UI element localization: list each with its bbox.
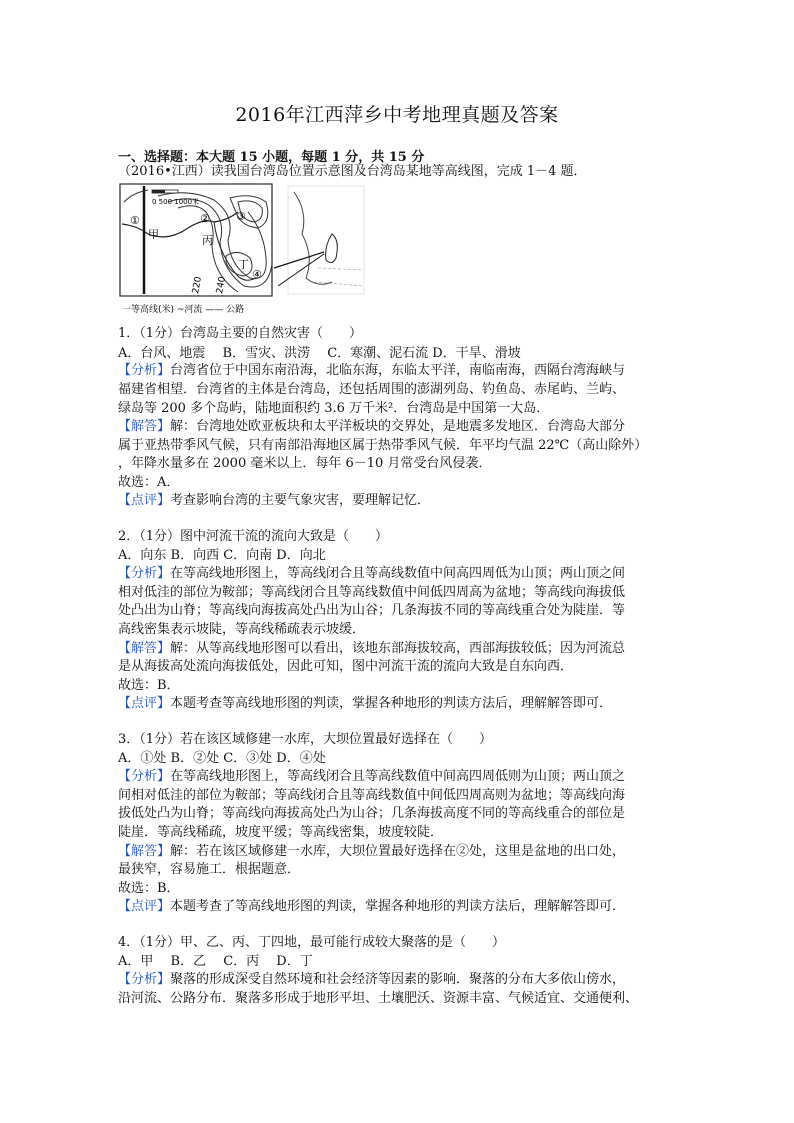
q1-options: A．台风、地震 B．雪灾、洪涝 C．寒潮、泥石流 D．干旱、滑坡: [118, 346, 521, 361]
q3-analysis-line-2: 间相对低洼的部位为鞍部；等高线闭合且等高线数值中间低四周高则为盆地；等高线向海: [118, 788, 626, 803]
q4-analysis-line-2: 沿河流、公路分布．聚落多形成于地形平坦、土壤肥沃、资源丰富、气候适宜、交通便利、: [118, 991, 639, 1006]
q1-answer-line-2: 属于亚热带季风气候，只有南部沿海地区属于热带季风气候．年平均气温 22℃（高山除外）: [118, 438, 648, 453]
q4-analysis-line-1: [118, 972, 625, 988]
map-label-240: 240: [215, 275, 228, 295]
q2-analysis-line-2: 相对低洼的部位为鞍部；等高线闭合且等高线数值中间低四周高为盆地；等高线向海拔低: [118, 585, 626, 600]
q2-stem: 2．（1分）图中河流干流的流向大致是（ ）: [118, 529, 389, 544]
answer-tag: 【解答】: [118, 641, 171, 656]
contour-map-illustration: [118, 182, 368, 320]
intro-text: （2016•江西）读我国台湾岛位置示意图及台湾岛某地等高线图，完成 1－4 题．: [118, 164, 587, 179]
q1-answer-line-1: [118, 419, 625, 435]
map-label-220: 220: [191, 275, 204, 295]
q2-options: A．向东 B．向西 C．向南 D．向北: [118, 548, 326, 563]
q4-stem: 4．（1分）甲、乙、丙、丁四地，最可能行成较大聚落的是（ ）: [118, 935, 506, 950]
answer-tag: 【解答】: [118, 419, 171, 434]
map-label-1: ①: [130, 214, 140, 227]
comment-tag: 【点评】: [118, 696, 171, 711]
q3-stem: 3．（1分）若在该区域修建一水库，大坝位置最好选择在（ ）: [118, 732, 493, 747]
analysis-tag: 【分析】: [118, 769, 171, 784]
q3-analysis-line-3: 拔低处凸为山脊；等高线向海拔高处凸为山谷；几条海拔高度不同的等高线重合的部位是: [118, 806, 626, 821]
q1-stem: 1．（1分）台湾岛主要的自然灾害（ ）: [118, 326, 363, 341]
map-label-4: ④: [252, 268, 262, 281]
q3-comment: [118, 899, 625, 915]
q1-analysis-line-1: [118, 363, 625, 379]
q2-analysis-line-1: [118, 566, 625, 582]
map-label-bing: 丙: [202, 234, 213, 247]
q1-comment: [118, 493, 430, 509]
q4-analysis-text-1: 聚落的形成深受自然环境和社会经济等因素的影响．聚落的分布大多依山傍水，: [170, 972, 626, 987]
q1-analysis-line-3: 绿岛等 200 多个岛屿，陆地面积约 3.6 万千米²．台湾岛是中国第一大岛．: [118, 401, 550, 416]
q3-comment-text: 本题考查了等高线地形图的判读，掌握各种地形的判读方法后，理解解答即可．: [170, 899, 626, 914]
q3-options: A．①处 B．②处 C．③处 D．④处: [118, 751, 326, 766]
q2-choice: 故选：B．: [118, 678, 180, 693]
q1-answer-text-1: 解：台湾地处欧亚板块和太平洋板块的交界处，是地震多发地区．台湾岛大部分: [170, 419, 626, 434]
map-label-ding: 丁: [238, 258, 249, 271]
map-legend: 一等高线(米) ~河流 —— 公路: [122, 305, 245, 315]
q3-answer-line-2: 最狭窄，容易施工．根据题意．: [118, 862, 301, 877]
analysis-tag: 【分析】: [118, 363, 171, 378]
q1-analysis-line-2: 福建省相望．台湾省的主体是台湾岛，还包括周围的澎湖列岛、钓鱼岛、赤尾屿、兰屿、: [118, 382, 626, 397]
q3-choice: 故选：B．: [118, 881, 180, 896]
comment-tag: 【点评】: [118, 899, 171, 914]
q3-analysis-line-4: 陡崖．等高线稀疏，坡度平缓；等高线密集，坡度较陡．: [118, 825, 444, 840]
answer-tag: 【解答】: [118, 844, 171, 859]
section-heading: 一、选择题：本大题 15 小题，每题 1 分，共 15 分: [118, 150, 425, 165]
page-title: 2016年江西萍乡中考地理真题及答案: [235, 104, 559, 126]
analysis-tag: 【分析】: [118, 566, 171, 581]
q2-comment: [118, 696, 612, 712]
q2-answer-text-1: 解：从等高线地形图可以看出，该地东部海拔较高，西部海拔较低；因为河流总: [170, 641, 626, 656]
map-label-3: ③: [236, 210, 246, 223]
q2-answer-line-1: [118, 641, 625, 657]
map-label-2: ②: [200, 212, 210, 225]
q2-comment-text: 本题考查等高线地形图的判读，掌握各种地形的判读方法后，理解解答即可．: [170, 696, 613, 711]
q3-answer-line-1: [118, 844, 625, 860]
analysis-tag: 【分析】: [118, 972, 171, 987]
q1-answer-line-3: ，年降水量多在 2000 毫米以上．每年 6－10 月常受台风侵袭．: [118, 456, 492, 471]
comment-tag: 【点评】: [118, 493, 171, 508]
map-figure: [118, 182, 368, 320]
map-label-jia: 甲: [148, 228, 159, 241]
q3-analysis-line-1: [118, 769, 625, 785]
q1-analysis-text-1: 台湾省位于中国东南沿海，北临东海，东临太平洋，南临南海，西隔台湾海峡与: [170, 363, 626, 378]
map-scale-label: 0 500 1000米: [152, 198, 200, 206]
q4-options: A．甲 B．乙 C．丙 D．丁: [118, 954, 313, 969]
q2-analysis-line-3: 处凸出为山脊；等高线向海拔高处凸出为山谷；几条海拔不同的等高线重合处为陡崖．等: [118, 603, 626, 618]
q1-comment-text: 考查影响台湾的主要气象灾害，要理解记忆．: [170, 493, 431, 508]
q3-answer-text-1: 解：若在该区域修建一水库，大坝位置最好选择在②处，这里是盆地的出口处，: [170, 844, 626, 859]
q2-analysis-line-4: 高线密集表示坡陡，等高线稀疏表示坡缓．: [118, 622, 366, 637]
q1-choice: 故选：A．: [118, 475, 180, 490]
q2-answer-line-2: 是从海拔高处流向海拔低处，因此可知，图中河流干流的流向大致是自东向西．: [118, 659, 574, 674]
q2-analysis-text-1: 在等高线地形图上，等高线闭合且等高线数值中间高四周低为山顶；两山顶之间: [170, 566, 626, 581]
q3-analysis-text-1: 在等高线地形图上，等高线闭合且等高线数值中间高四周低则为山顶；两山顶之: [170, 769, 626, 784]
